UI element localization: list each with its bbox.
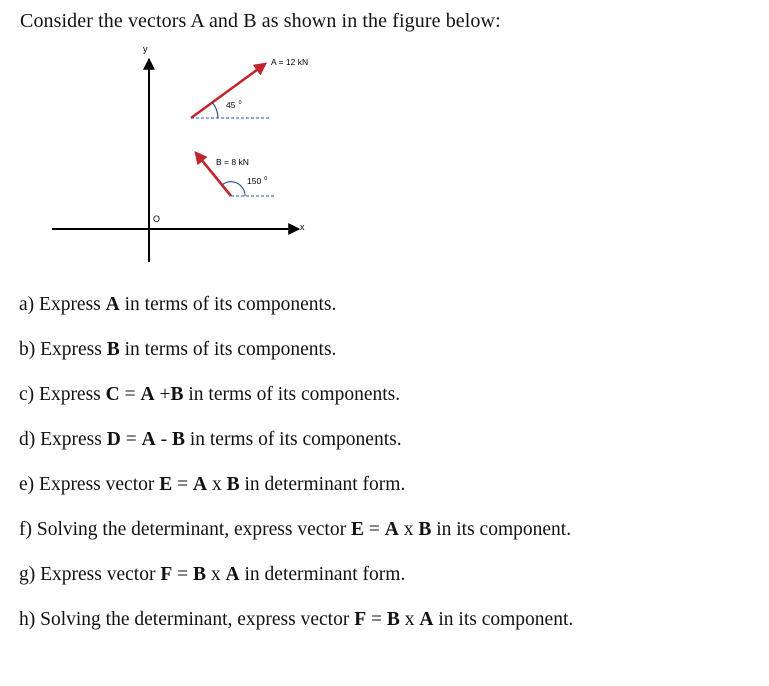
angle-label-b: 150 $^0$ <box>247 176 268 186</box>
question-h: h) Solving the determinant, express vector F = B x A in its component. <box>19 609 574 630</box>
origin-label: O <box>153 214 161 224</box>
question-g: g) Express vector F = B x A in determinant form. <box>19 564 406 585</box>
problem-intro: Consider the vectors A and B as shown in the figure below: <box>20 10 501 32</box>
vector-b-label: B = 8 kN <box>216 157 249 167</box>
question-e: e) Express vector E = A x B in determinant form. <box>19 474 406 495</box>
question-a: a) Express A in terms of its components. <box>19 294 337 315</box>
vector-figure <box>0 0 769 290</box>
angle-label-a: 45 $^0$ <box>226 100 242 110</box>
vector-a-label: A = 12 kN <box>271 57 309 67</box>
question-f: f) Solving the determinant, express vector E = A x B in its component. <box>19 519 572 540</box>
question-c: c) Express C = A +B in terms of its components. <box>19 384 401 405</box>
x-axis-label: x <box>300 222 305 232</box>
y-axis-label: y <box>143 44 148 54</box>
question-b: b) Express B in terms of its components. <box>19 339 337 360</box>
angle-arc-a <box>212 102 218 118</box>
question-d: d) Express D = A - B in terms of its components. <box>19 429 402 450</box>
